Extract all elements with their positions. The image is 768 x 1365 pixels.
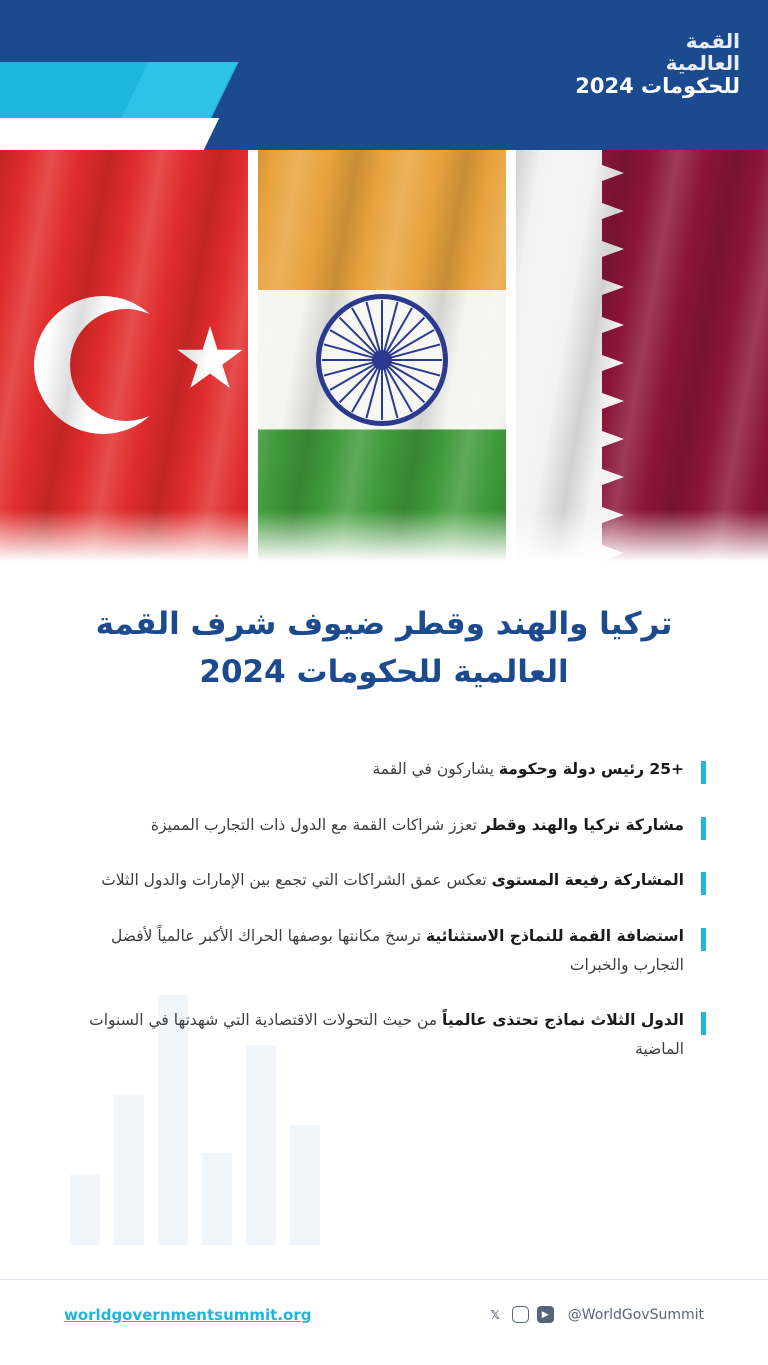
logo-line-2: العالمية (665, 51, 740, 76)
list-item-highlight: استضافة القمة للنماذج الاستثنائية (425, 927, 684, 946)
list-item-text: تعكس عمق الشراكات التي تجمع بين الإمارات والدول الثلاث (101, 871, 492, 890)
india-flag (248, 150, 516, 570)
list-item (62, 811, 706, 840)
list-item (62, 1006, 706, 1063)
page-title: تركيا والهند وقطر ضيوف شرف القمة العالمية للحكومات 2024 (95, 606, 673, 691)
flag-separator-right (506, 150, 516, 570)
website-link[interactable]: worldgovernmentsummit.org (64, 1306, 312, 1324)
key-points-list (0, 755, 768, 1091)
qatar-flag (516, 150, 768, 570)
x-twitter-icon[interactable]: 𝕏 (490, 1307, 501, 1322)
list-item-text: من حيث التحولات الاقتصادية التي شهدتها في السنوات الماضية (89, 1011, 684, 1059)
list-item (62, 866, 706, 895)
footer (0, 1279, 768, 1365)
ashoka-chakra-icon (316, 294, 448, 426)
instagram-icon[interactable] (512, 1306, 529, 1323)
flags-bottom-fade (0, 510, 768, 570)
list-item (62, 922, 706, 979)
crescent-icon (34, 296, 172, 434)
list-item-text: يشاركون في القمة (372, 760, 499, 778)
logo-line-3: للحكومات 2024 (575, 73, 740, 98)
world-government-summit-logo (575, 30, 740, 98)
turkiye-flag (0, 150, 248, 570)
logo-line-1: القمة (685, 29, 740, 53)
youtube-icon[interactable]: ▶ (537, 1306, 554, 1323)
list-item-highlight: المشاركة رفيعة المستوى (491, 871, 684, 890)
list-item (62, 755, 706, 784)
list-item-highlight: مشاركة تركيا والهند وقطر (481, 815, 684, 834)
social-handle: @WorldGovSummit (567, 1306, 704, 1323)
flags-strip (0, 150, 768, 570)
social-links (487, 1306, 704, 1323)
qatar-flag-serration (572, 150, 634, 570)
list-item-highlight: الدول الثلاث نماذج تحتذى عالمياً (442, 1011, 684, 1030)
flag-separator-left (248, 150, 258, 570)
list-item-text: ترسخ مكانتها بوصفها الحراك الأكبر عالمياً لأفضل التجارب والخبرات (111, 927, 684, 974)
list-item-text: تعزز شراكات القمة مع الدول ذات التجارب المميزة (150, 815, 482, 834)
list-item-highlight: +25 رئيس دولة وحكومة (498, 760, 684, 778)
star-icon (176, 326, 244, 394)
